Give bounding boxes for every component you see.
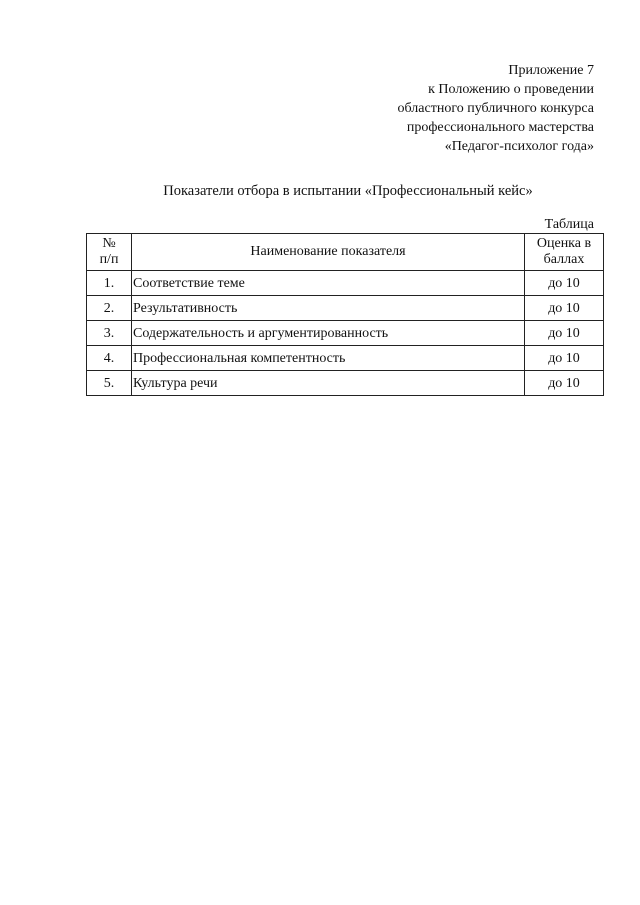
- table-header-row: [87, 234, 604, 271]
- indicators-table: [86, 233, 604, 396]
- appendix-block: [294, 61, 594, 156]
- row-score: до 10: [525, 271, 604, 296]
- table-row: [87, 321, 604, 346]
- header-score-line1: Оценка в: [536, 236, 592, 251]
- table-caption: Таблица: [544, 217, 594, 232]
- row-indicator-name: Профессиональная компетентность: [132, 346, 525, 371]
- row-score: до 10: [525, 371, 604, 396]
- appendix-line: к Положению о проведении: [428, 82, 594, 97]
- row-indicator-name: Культура речи: [132, 371, 525, 396]
- table-row: [87, 271, 604, 296]
- row-indicator-name: Результативность: [132, 296, 525, 321]
- row-number: 1.: [87, 271, 132, 296]
- header-score: [525, 234, 604, 271]
- row-number: 4.: [87, 346, 132, 371]
- row-indicator-name: Содержательность и аргументированность: [132, 321, 525, 346]
- row-number: 3.: [87, 321, 132, 346]
- header-name: Наименование показателя: [132, 234, 525, 271]
- document-heading: Показатели отбора в испытании «Профессиональный кейс»: [163, 183, 533, 199]
- row-score: до 10: [525, 296, 604, 321]
- row-number: 5.: [87, 371, 132, 396]
- table-row: [87, 371, 604, 396]
- appendix-line: Приложение 7: [508, 63, 594, 78]
- table-row: [87, 346, 604, 371]
- row-indicator-name: Соответствие теме: [132, 271, 525, 296]
- table-row: [87, 296, 604, 321]
- header-number-line2: п/п: [99, 252, 119, 267]
- row-score: до 10: [525, 321, 604, 346]
- appendix-line: профессионального мастерства: [406, 120, 594, 135]
- header-number-line1: №: [102, 236, 116, 251]
- header-number: [87, 234, 132, 271]
- row-number: 2.: [87, 296, 132, 321]
- header-score-line2: баллах: [543, 252, 585, 267]
- appendix-line: «Педагог-психолог года»: [444, 139, 594, 154]
- appendix-line: областного публичного конкурса: [397, 101, 594, 116]
- row-score: до 10: [525, 346, 604, 371]
